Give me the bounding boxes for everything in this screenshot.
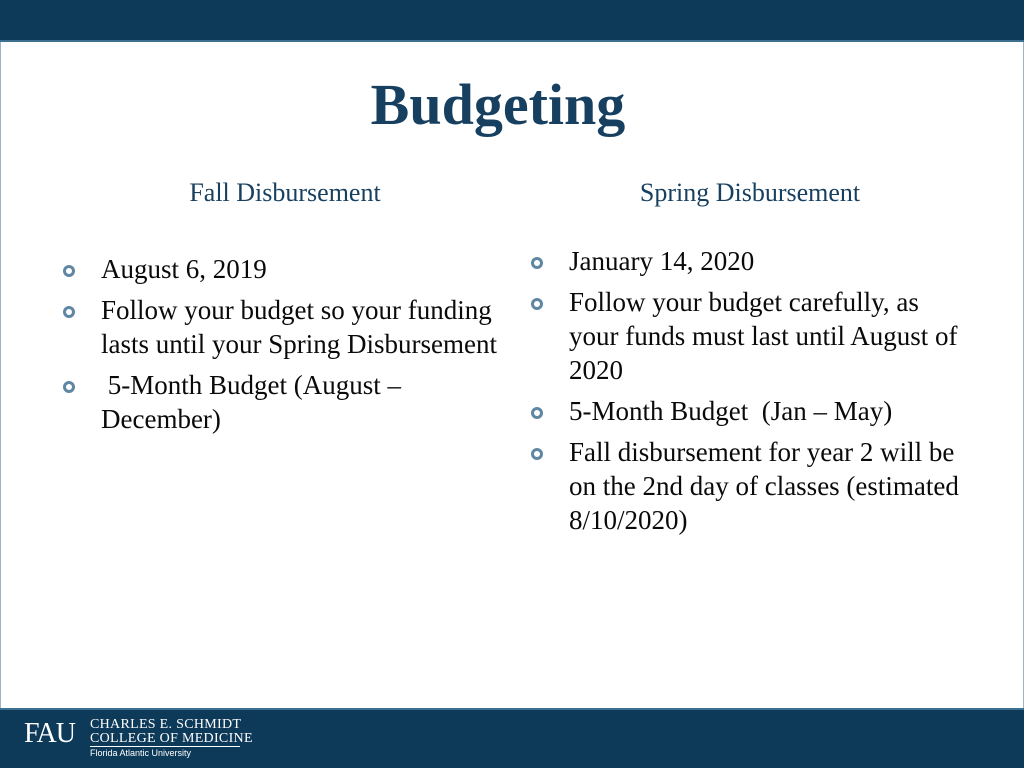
- bullet-text: August 6, 2019: [101, 254, 267, 284]
- bullet-circle-icon: [63, 265, 75, 277]
- bullet-circle-icon: [63, 381, 75, 393]
- bullet-text: Follow your budget carefully, as your funds must last until August of 2020: [569, 287, 958, 385]
- list-item: [528, 285, 968, 387]
- list-item: [528, 244, 968, 278]
- top-banner: [0, 0, 1024, 42]
- fall-bullet-list: [60, 252, 500, 443]
- list-item: [528, 435, 968, 537]
- spring-heading: Spring Disbursement: [639, 178, 861, 207]
- logo-line-1: CHARLES E. SCHMIDT: [90, 717, 242, 732]
- fau-logo-mark: FAU: [24, 718, 75, 749]
- bullet-text: Follow your budget so your funding lasts until your Spring Disbursement: [101, 295, 497, 359]
- bullet-text: 5-Month Budget (Jan – May): [569, 396, 893, 426]
- left-border: [0, 42, 1, 708]
- list-item: [60, 252, 500, 286]
- bullet-circle-icon: [531, 298, 543, 310]
- bullet-circle-icon: [531, 407, 543, 419]
- spring-bullet-list: [528, 244, 968, 544]
- logo-line-3: Florida Atlantic University: [90, 748, 192, 758]
- list-item: [60, 368, 500, 436]
- list-item: [60, 293, 500, 361]
- college-logo: [24, 713, 264, 761]
- bullet-circle-icon: [531, 257, 543, 269]
- logo-divider: [90, 746, 240, 747]
- slide-title: Budgeting: [370, 72, 626, 137]
- logo-line-2: COLLEGE OF MEDICINE: [90, 731, 253, 746]
- bullet-text: January 14, 2020: [569, 246, 755, 276]
- list-item: [528, 394, 968, 428]
- bullet-text: Fall disbursement for year 2 will be on the 2nd day of classes (estimated 8/10/2020): [569, 437, 959, 535]
- bullet-circle-icon: [63, 306, 75, 318]
- bullet-circle-icon: [531, 448, 543, 460]
- fall-heading: Fall Disbursement: [189, 178, 381, 207]
- bullet-text: 5-Month Budget (August – December): [101, 370, 408, 434]
